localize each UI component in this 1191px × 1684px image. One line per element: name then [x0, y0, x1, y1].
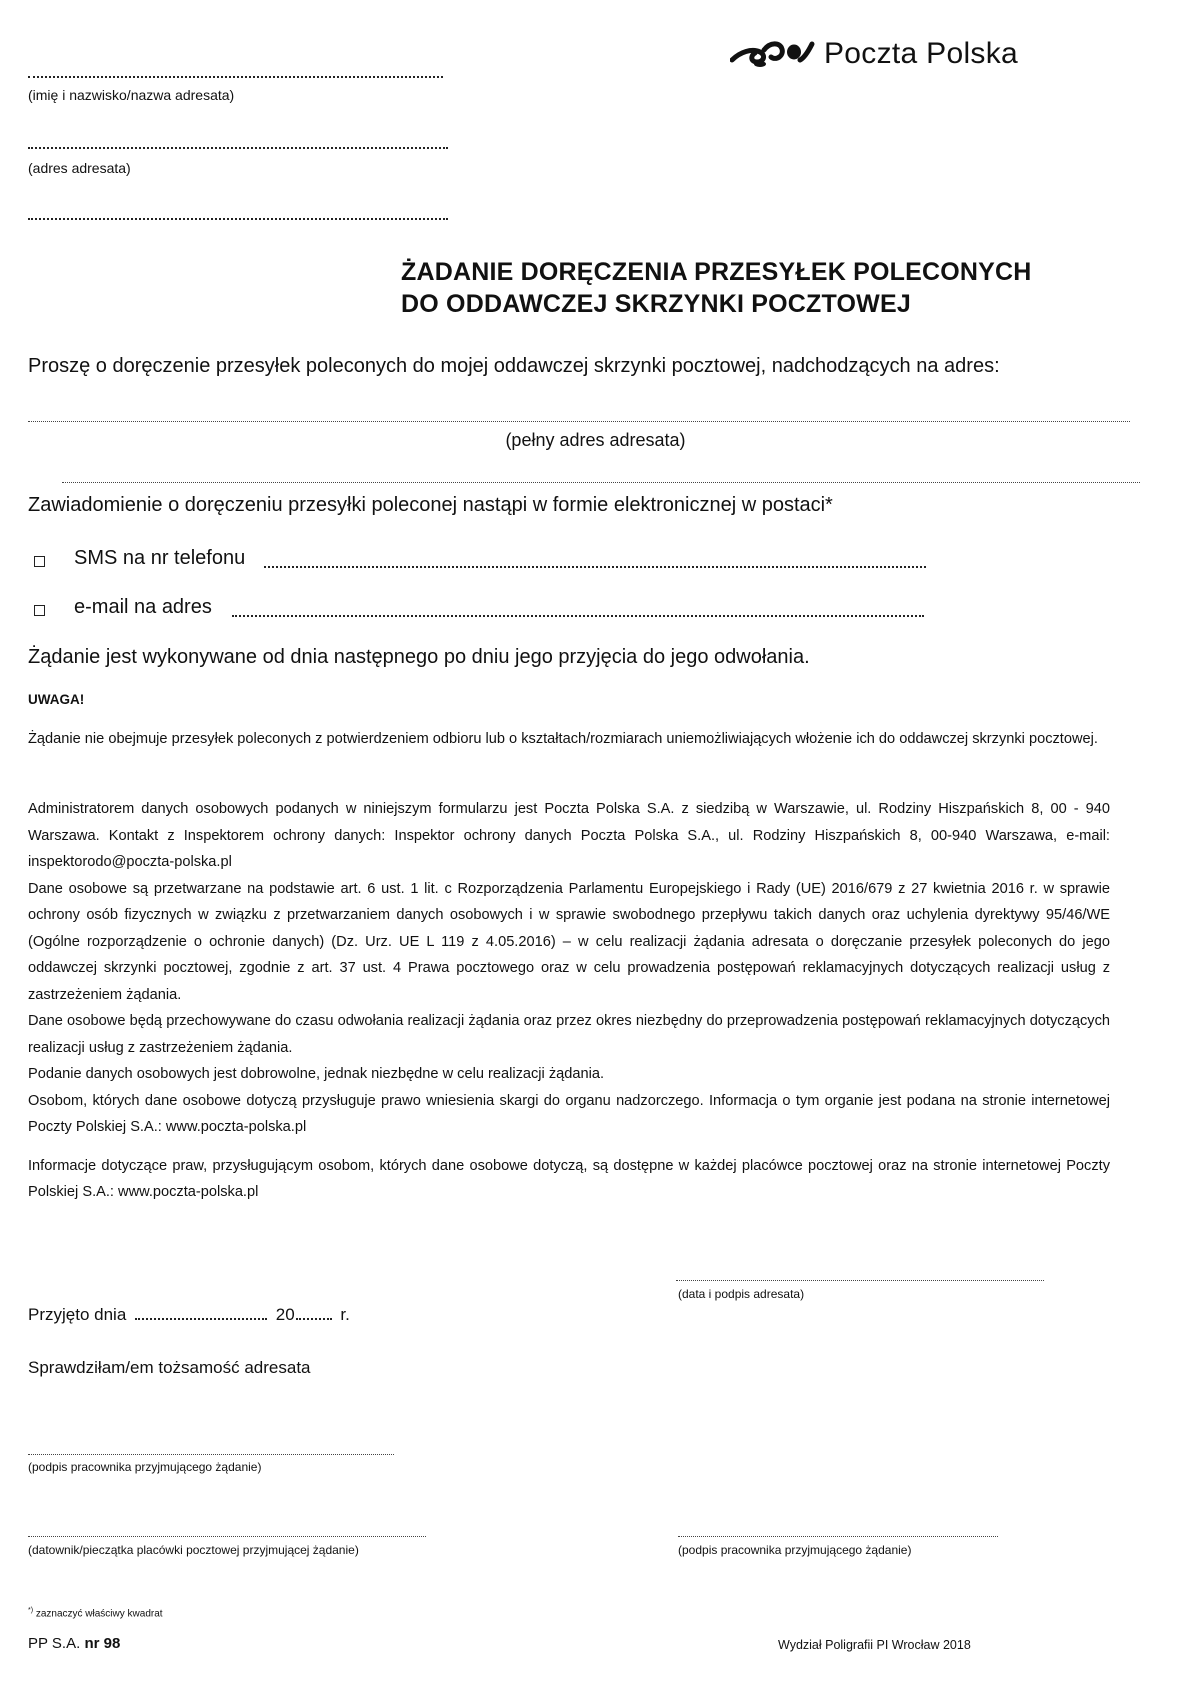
warning-text: Żądanie nie obejmuje przesyłek poleconych z potwierdzeniem odbioru lub o kształtach/rozmiarach uniemożliwiających włożenie ich do oddawczej skrzynki pocztowej. — [28, 731, 1098, 747]
form-id-number: nr 98 — [84, 1635, 121, 1652]
notification-text: Zawiadomienie o doręczeniu przesyłki poleconej nastąpi w formie elektronicznej w postaci* — [28, 494, 833, 516]
sms-checkbox[interactable] — [34, 556, 45, 567]
warning-heading: UWAGA! — [28, 692, 85, 707]
poczta-polska-logo — [730, 34, 1030, 74]
full-address-line-1[interactable] — [28, 421, 1130, 422]
addressee-address-line-1[interactable] — [28, 147, 448, 149]
employee-signature-line[interactable] — [28, 1454, 394, 1455]
full-address-line-2[interactable] — [62, 482, 1140, 483]
footnote — [28, 1607, 163, 1619]
sms-option-label: SMS na nr telefonu — [74, 547, 246, 569]
received-day-field[interactable] — [135, 1318, 267, 1320]
addressee-signature-label: (data i podpis adresata) — [678, 1287, 805, 1301]
brand-name: Poczta Polska — [824, 37, 1018, 70]
email-option-label: e-mail na adres — [74, 596, 212, 618]
employee-signature-line-2[interactable] — [678, 1536, 998, 1537]
privacy-voluntary: Podanie danych osobowych jest dobrowolne, jednak niezbędne w celu realizacji żądania. — [28, 1066, 605, 1082]
form-title-line-1: ŻADANIE DORĘCZENIA PRZESYŁEK POLECONYCH — [401, 258, 1032, 286]
email-address-line[interactable] — [232, 615, 924, 617]
privacy-legal-basis: Dane osobowe są przetwarzane na podstawie art. 6 ust. 1 lit. c Rozporządzenia Parlamentu Europejskiego i Rady (UE) 2016/679 z 27 kwietnia 2016 r. w sprawie ochrony osób fizycznych w związku z przetwarzaniem danych osobowych i w sprawie swobodnego przepływu takich danych oraz uchylenia dyrektywy 95/46/WE (Ogólne rozporządzenie o ochronie danych) (Dz. Urz. UE L 119 z 4.05.2016) – w celu realizacji żądania adresata o doręczanie przesyłek poleconych do jego oddawczej skrzynki pocztowej, zgodnie z art. 37 ust. 4 Prawa pocztowego oraz w celu prowadzenia postępowań reklamacyjnych dotyczących realizacji usług z zastrzeżeniem żądania. — [28, 880, 1110, 1003]
post-office-stamp-line[interactable] — [28, 1536, 426, 1537]
addressee-name-line[interactable] — [28, 76, 443, 78]
printer-info: Wydział Poligrafii PI Wrocław 2018 — [778, 1638, 971, 1652]
form-id-prefix: PP S.A. — [28, 1635, 81, 1652]
received-prefix: Przyjęto dnia — [28, 1305, 127, 1324]
email-checkbox[interactable] — [34, 605, 45, 616]
request-text: Proszę o doręczenie przesyłek poleconych do mojej oddawczej skrzynki pocztowej, nadchodzących na adres: — [28, 355, 1000, 377]
form-id — [28, 1635, 120, 1652]
sms-option[interactable] — [34, 547, 934, 575]
addressee-address-label: (adres adresata) — [28, 160, 131, 176]
poczta-polska-horn-icon — [730, 36, 816, 70]
form-title-line-2: DO ODDAWCZEJ SKRZYNKI POCZTOWEJ — [401, 290, 911, 318]
privacy-complaint: Osobom, których dane osobowe dotyczą przysługuje prawo wniesienia skargi do organu nadzorczego. Informacja o tym organie jest podana na stronie internetowej Poczty Polskiej S.A.: www.poczta-polska.pl — [28, 1092, 1110, 1135]
addressee-name-label: (imię i nazwisko/nazwa adresata) — [28, 87, 235, 103]
identity-checked: Sprawdziłam/em tożsamość adresata — [28, 1358, 311, 1377]
received-year-field[interactable] — [296, 1318, 332, 1320]
received-suffix: r. — [340, 1305, 350, 1324]
addressee-address-line-2[interactable] — [28, 218, 448, 220]
post-office-stamp-label: (datownik/pieczątka placówki pocztowej przyjmującej żądanie) — [28, 1543, 359, 1557]
addressee-signature-line[interactable] — [676, 1280, 1044, 1281]
received-date — [28, 1305, 350, 1325]
privacy-administrator: Administratorem danych osobowych podanych w niniejszym formularzu jest Poczta Polska S.A. z siedzibą w Warszawie, ul. Rodziny Hiszpańskich 8, 00 - 940 Warszawa. Kontakt z Inspektorem ochrony danych: Inspektor ochrony danych Poczta Polska S.A., ul. Rodziny Hiszpańskich 8, 00-940 Warszawa, e-mail: inspektorodo@poczta-polska.pl — [28, 801, 1110, 870]
employee-signature-label: (podpis pracownika przyjmującego żądanie) — [28, 1460, 262, 1474]
employee-signature-label-2: (podpis pracownika przyjmującego żądanie) — [678, 1543, 912, 1557]
footnote-text: zaznaczyć właściwy kwadrat — [35, 1608, 163, 1620]
privacy-rights: Informacje dotyczące praw, przysługującym osobom, których dane osobowe dotyczą, są dostępne w każdej placówce pocztowej oraz na stronie internetowej Poczty Polskiej S.A.: www.poczta-polska.pl — [28, 1157, 1110, 1200]
sms-phone-line[interactable] — [264, 566, 926, 568]
privacy-retention: Dane osobowe będą przechowywane do czasu odwołania realizacji żądania oraz przez okres niezbędny do przeprowadzenia postępowań reklamacyjnych dotyczących realizacji usług z zastrzeżeniem żądania. — [28, 1013, 1110, 1056]
email-option[interactable] — [34, 596, 934, 624]
privacy-notice — [28, 796, 1110, 1206]
validity-text: Żądanie jest wykonywane od dnia następnego po dniu jego przyjęcia do jego odwołania. — [28, 646, 810, 668]
form-title — [401, 256, 1032, 320]
full-address-label: (pełny adres adresata) — [505, 430, 686, 450]
footnote-marker: *) — [28, 1607, 34, 1614]
received-year: 20 — [275, 1305, 295, 1324]
